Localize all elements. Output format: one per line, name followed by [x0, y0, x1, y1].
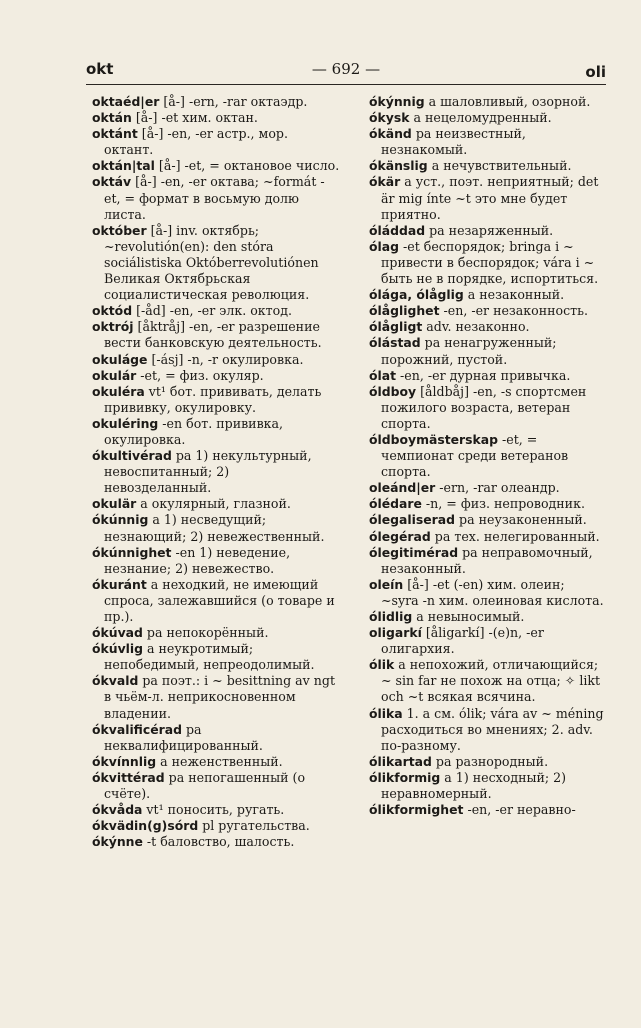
dictionary-entry — [92, 722, 340, 754]
entry-definition: -en, -er неравно- — [463, 802, 576, 818]
entry-definition: [å-] -et (-en) хим. олеин; ~syra -n хим. олеиновая кислота. — [381, 576, 604, 608]
entry-definition: a 1) несходный; 2) неравномерный. — [381, 769, 567, 802]
entry-headword: október — [92, 222, 147, 238]
entry-definition: [-åd] -en, -er элк. октод. — [132, 303, 292, 319]
entry-definition: [å-] -et хим. октан. — [131, 110, 258, 126]
dictionary-entry — [92, 770, 340, 802]
dictionary-entry — [92, 158, 340, 174]
entry-headword: ólat — [369, 367, 397, 383]
dictionary-entry — [369, 335, 606, 367]
dictionary-entry — [369, 174, 606, 222]
dictionary-entry — [92, 126, 340, 158]
entry-headword: ólikformighet — [369, 802, 464, 818]
dictionary-entry — [369, 802, 606, 818]
entry-definition: pa поэт.: i ~ besittning av ngt в чьём-л. неприкосновенном владении. — [104, 673, 336, 721]
dictionary-entry — [92, 512, 340, 544]
entry-headword: ókvalificérad — [92, 721, 182, 737]
dictionary-entry — [92, 577, 340, 625]
entry-headword: ólikformig — [369, 769, 441, 785]
entry-definition: -en, -er дурная привычка. — [396, 367, 571, 383]
entry-definition: pa неузаконенный. — [455, 512, 587, 528]
entry-headword: ólegaliserad — [369, 512, 456, 528]
entry-headword: oleín — [369, 576, 404, 592]
dictionary-entry — [369, 512, 606, 528]
dictionary-entry — [369, 126, 606, 158]
entry-headword: ólidlig — [369, 609, 413, 624]
entry-headword: ókär — [369, 174, 401, 190]
dictionary-entry — [369, 770, 606, 802]
dictionary-entry — [369, 706, 606, 754]
dictionary-entry — [369, 657, 606, 705]
entry-headword: ókvald — [92, 673, 139, 689]
entry-definition: a незаконный. — [463, 287, 565, 303]
dictionary-entry — [92, 319, 340, 351]
entry-definition: [åligarkí] -(e)n, -er олигархия. — [381, 625, 544, 657]
dictionary-entry — [369, 384, 606, 432]
dictionary-entry — [369, 239, 606, 287]
dictionary-entry — [92, 818, 340, 834]
entry-headword: ókúnnighet — [92, 544, 172, 560]
entry-definition: a уст., поэт. неприятный; det är mig ínte ~t это мне будет приятно. — [381, 174, 599, 222]
entry-headword: oktánt — [92, 126, 138, 142]
dictionary-entry — [92, 673, 340, 721]
entry-headword: ókúvad — [92, 625, 143, 641]
dictionary-entry — [369, 496, 606, 512]
dictionary-entry — [369, 625, 606, 657]
entry-headword: ókuránt — [92, 576, 147, 592]
entry-headword: óldboy — [369, 383, 417, 399]
dictionary-entry — [92, 834, 340, 850]
entry-definition: a 1) несведущий; незнающий; 2) невежественный. — [104, 512, 325, 544]
entry-headword: ókvåda — [92, 802, 143, 818]
entry-definition: -et, = физ. окуляр. — [136, 367, 264, 383]
entry-headword: ókúnnig — [92, 512, 149, 528]
header-right-guideword: oli — [585, 63, 606, 81]
entry-headword: oleánd|er — [369, 480, 436, 496]
entry-definition: a неукротимый; непобедимый, непреодолимый. — [104, 641, 315, 673]
dictionary-entry — [92, 110, 340, 126]
dictionary-entry — [92, 448, 340, 496]
entry-headword: ólikartad — [369, 753, 432, 769]
entry-headword: okuléra — [92, 383, 145, 399]
entry-headword: októd — [92, 303, 133, 319]
header-rule — [86, 84, 606, 85]
entry-headword: oktrój — [92, 319, 134, 335]
entry-headword: ókänslig — [369, 158, 428, 174]
dictionary-entry — [369, 480, 606, 496]
dictionary-entry — [92, 496, 340, 512]
dictionary-entry — [369, 754, 606, 770]
page-header — [86, 60, 606, 80]
entry-headword: óldboymästerskap — [369, 431, 499, 447]
entry-definition: a неженственный. — [156, 753, 283, 769]
entry-definition: vt¹ поносить, ругать. — [142, 802, 285, 818]
dictionary-entry — [369, 94, 606, 110]
entry-definition: 1. a см. ólik; vára av ~ méning расходиться во мнениях; 2. adv. по-разному. — [381, 705, 604, 753]
entry-headword: ólástad — [369, 335, 421, 351]
dictionary-entry — [92, 174, 340, 222]
entry-definition: pa 1) некультурный, невоспитанный; 2) невозделанный. — [104, 448, 312, 496]
entry-definition: pa ненагруженный; порожний, пустой. — [381, 335, 557, 367]
entry-headword: oktaéd|er — [92, 94, 160, 109]
entry-headword: okuléring — [92, 415, 159, 431]
entry-definition: pa незаряженный. — [425, 222, 554, 238]
entry-definition: [å-] -et, = октановое число. — [154, 158, 340, 174]
dictionary-entry — [92, 352, 340, 368]
dictionary-entry — [92, 545, 340, 577]
entry-definition: -en, -er незаконность. — [439, 303, 589, 319]
entry-definition: -et беспорядок; bringa i ~ привести в беспорядок; vára i ~ быть не в порядке, испортиться. — [381, 238, 599, 287]
entry-headword: ólegérad — [369, 528, 431, 544]
entry-headword: okulár — [92, 367, 137, 383]
header-left-guideword: okt — [86, 60, 114, 78]
dictionary-entry — [92, 625, 340, 641]
entry-headword: okulär — [92, 496, 137, 512]
entry-definition: a нецеломудренный. — [409, 110, 552, 126]
left-column — [92, 94, 340, 850]
entry-definition: [å-] -en, -er октава; ~formát -et, = формат в восьмую долю листа. — [104, 174, 325, 222]
dictionary-entry — [369, 319, 606, 335]
entry-definition: [å-] -en, -er астр., мор. октант. — [104, 126, 288, 158]
entry-definition: a нечувствительный. — [427, 158, 572, 174]
dictionary-entry — [369, 609, 606, 625]
right-column — [369, 94, 606, 818]
dictionary-entry — [369, 529, 606, 545]
entry-definition: pl ругательства. — [198, 818, 310, 834]
dictionary-entry — [92, 368, 340, 384]
entry-headword: oktán|tal — [92, 158, 155, 174]
entry-definition: [å-] inv. октябрь; ~revolutión(en): den stóra sociálistiska Októberrevolutiónen Великая Октябрьская социалистическая революция. — [104, 222, 319, 303]
entry-headword: ólik — [369, 657, 395, 673]
entry-headword: ólága, ólåglig — [369, 287, 464, 303]
entry-definition: a непохожий, отличающийся; ~ sin far не похож на отца; ✧ likt och ~t всякая всячина. — [381, 657, 601, 705]
entry-headword: ókvínnlig — [92, 753, 157, 769]
dictionary-entry — [92, 641, 340, 673]
entry-headword: ólédare — [369, 496, 422, 512]
entry-headword: ókýnne — [92, 834, 143, 850]
entry-definition: pa неквалифицированный. — [104, 721, 263, 753]
dictionary-entry — [92, 94, 340, 110]
entry-definition: a невыносимый. — [412, 609, 525, 624]
dictionary-entry — [369, 368, 606, 384]
dictionary-entry — [92, 384, 340, 416]
entry-definition: pa непокорённый. — [142, 625, 269, 641]
entry-definition: -en бот. прививка, окулировка. — [104, 415, 284, 447]
entry-definition: [åldbåj] -en, -s спортсмен пожилого возраста, ветеран спорта. — [381, 383, 587, 431]
entry-headword: oktáv — [92, 174, 132, 190]
entry-definition: [åktråj] -en, -er разрешение вести банковскую деятельность. — [104, 319, 322, 351]
dictionary-entry — [92, 303, 340, 319]
dictionary-entry — [369, 223, 606, 239]
dictionary-entry — [92, 802, 340, 818]
entry-definition: -en 1) неведение, незнание; 2) невежество. — [104, 544, 291, 576]
entry-definition: pa тех. нелегированный. — [430, 528, 600, 544]
entry-headword: ókvädin(g)sórd — [92, 818, 199, 834]
dictionary-entry — [92, 223, 340, 303]
entry-definition: [å-] -ern, -rar октаэдр. — [159, 94, 308, 109]
entry-headword: ólågligt — [369, 319, 423, 335]
entry-headword: ólåglighet — [369, 303, 440, 319]
entry-definition: pa неизвестный, незнакомый. — [381, 126, 526, 158]
entry-definition: vt¹ бот. прививать, делать прививку, окулировку. — [104, 383, 322, 415]
entry-definition: pa неправомочный, незаконный. — [381, 544, 593, 576]
dictionary-entry — [369, 577, 606, 609]
entry-definition: a окулярный, глазной. — [136, 496, 291, 512]
entry-headword: ólag — [369, 238, 399, 254]
dictionary-entry — [92, 754, 340, 770]
dictionary-entry — [369, 303, 606, 319]
page-number: — 692 — — [311, 60, 381, 78]
entry-definition: a шаловливый, озорной. — [424, 94, 591, 109]
entry-headword: oktán — [92, 110, 132, 126]
dictionary-entry — [369, 545, 606, 577]
entry-definition: -t баловство, шалость. — [142, 834, 295, 850]
dictionary-entry — [369, 432, 606, 480]
dictionary-entry — [369, 287, 606, 303]
entry-headword: okuláge — [92, 351, 148, 367]
entry-headword: ókysk — [369, 110, 410, 126]
entry-headword: ókvittérad — [92, 769, 165, 785]
entry-headword: ólika — [369, 705, 403, 721]
entry-definition: pa разнородный. — [431, 753, 549, 769]
entry-definition: pa непогашенный (о счёте). — [104, 769, 306, 802]
dictionary-entry — [369, 110, 606, 126]
entry-definition: a неходкий, не имеющий спроса, залежавшийся (о товаре и пр.). — [104, 576, 335, 624]
dictionary-entry — [92, 416, 340, 448]
entry-headword: ólegitimérad — [369, 544, 459, 560]
entry-definition: -n, = физ. непроводник. — [421, 496, 585, 512]
entry-definition: -et, = чемпионат среди ветеранов спорта. — [381, 431, 569, 480]
dictionary-entry — [369, 158, 606, 174]
entry-headword: óláddad — [369, 222, 426, 238]
entry-headword: ókúvlig — [92, 641, 144, 657]
entry-headword: ókultivérad — [92, 448, 172, 464]
entry-definition: [-ásj] -n, -r окулировка. — [147, 351, 304, 367]
entry-definition: adv. незаконно. — [422, 319, 530, 335]
entry-definition: -ern, -rar олеандр. — [435, 480, 560, 496]
entry-headword: ókýnnig — [369, 94, 425, 109]
entry-headword: oligarkí — [369, 625, 422, 641]
entry-headword: ókänd — [369, 126, 412, 142]
